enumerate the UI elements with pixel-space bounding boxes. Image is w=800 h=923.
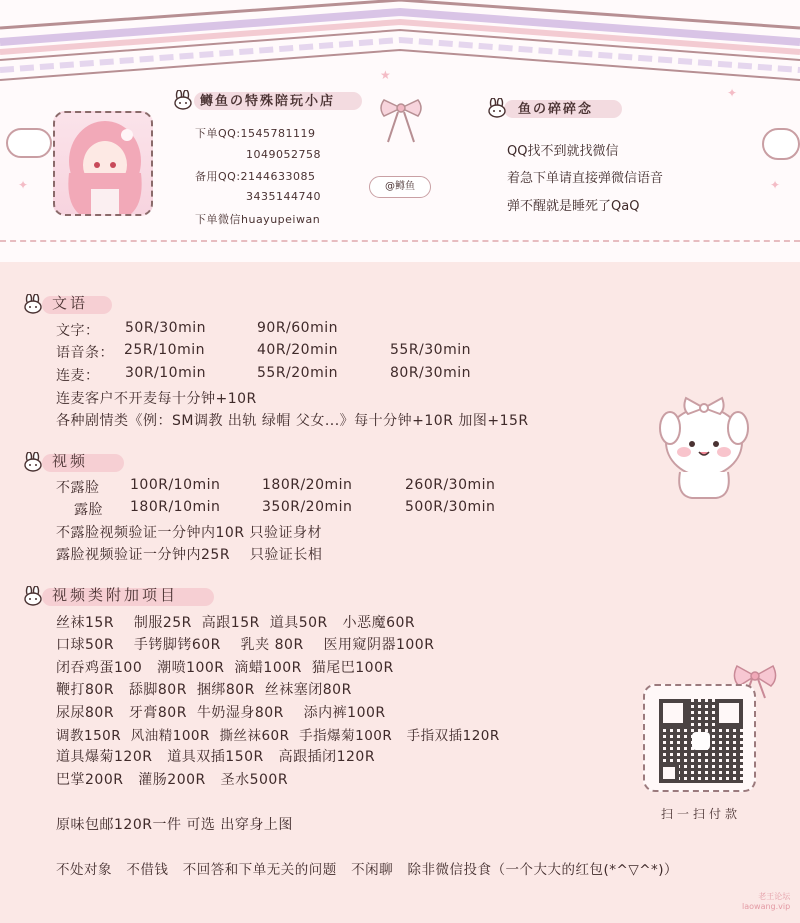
thought-line: 着急下单请直接弹微信语音: [507, 171, 664, 186]
addon-line: 巴掌200R 灌肠200R 圣水500R: [56, 772, 289, 788]
note: 露脸视频验证一分钟内25R 只验证长相: [56, 547, 323, 563]
header: [0, 0, 800, 262]
addon-line: 丝袜15R 制服25R 高跟15R 道具50R 小恶魔60R: [56, 615, 416, 631]
shop-title: [172, 90, 352, 112]
section-title-text: [22, 292, 142, 316]
price: 180R/20min: [262, 477, 353, 493]
addon-line: 口球50R 手铐脚铐60R 乳夹 80R 医用窥阴器100R: [56, 637, 435, 653]
price: 30R/10min: [125, 365, 206, 381]
price: 40R/20min: [257, 342, 338, 358]
note: 连麦客户不开麦每十分钟+10R: [56, 391, 257, 407]
price: 80R/30min: [390, 365, 471, 381]
star-icon: ✦: [770, 178, 781, 192]
note: 不露脸视频验证一分钟内10R 只验证身材: [56, 525, 322, 541]
watermark-line: 老王论坛: [758, 892, 791, 901]
shop-title-text: 鳟鱼の特殊陪玩小店: [200, 94, 336, 109]
contact-qq: 下单QQ:1545781119: [195, 127, 316, 140]
price: 55R/30min: [390, 342, 471, 358]
watermark: [742, 892, 790, 912]
price: 100R/10min: [130, 477, 221, 493]
price-label: 不露脸: [56, 480, 100, 496]
bunny-mascot-icon: [656, 384, 752, 500]
section-title-video: [22, 450, 142, 474]
thought-line: QQ找不到就找微信: [507, 144, 619, 159]
contact-wechat: 下单微信huayupeiwan: [195, 213, 321, 226]
thought-line: 弹不醒就是睡死了QaQ: [507, 199, 640, 214]
note: 各种剧情类《例：SM调教 出轨 绿帽 父女...》每十分钟+10R 加图+15R: [56, 413, 529, 429]
shipping-note: 原味包邮120R一件 可选 出穿身上图: [56, 817, 293, 833]
contact-qq-2: 1049052758: [246, 148, 321, 161]
price: 350R/20min: [262, 499, 353, 515]
addon-line: 道具爆菊120R 道具双插150R 高跟插闭120R: [56, 749, 376, 765]
rules-note: 不处对象 不借钱 不回答和下单无关的问题 不闲聊 除非微信投食（一个大大的红包(*^▽^*)）: [56, 862, 679, 878]
price: 180R/10min: [130, 499, 221, 515]
cloud-decoration: [762, 128, 800, 160]
divider: [0, 240, 800, 242]
thoughts-title-text: 鱼の碎碎念: [518, 102, 594, 117]
social-handle: @鳟鱼: [369, 176, 431, 198]
payment-qr-code[interactable]: [659, 699, 743, 783]
price-label: 语音条：: [56, 345, 114, 361]
price: 260R/30min: [405, 477, 496, 493]
addon-line: 鞭打80R 舔脚80R 捆绑80R 丝袜塞闭80R: [56, 682, 352, 698]
price: 25R/10min: [124, 342, 205, 358]
section-title-label: 视频类附加项目: [52, 586, 179, 604]
qr-label: 扫一扫付款: [660, 807, 741, 821]
addon-line: 尿尿80R 牙膏80R 牛奶湿身80R 添内裤100R: [56, 705, 386, 721]
thoughts-title: [486, 98, 646, 120]
bow-icon: [376, 98, 426, 148]
roof-decoration: [0, 0, 800, 90]
section-title-addons: [22, 584, 222, 608]
star-icon: ✦: [18, 178, 29, 192]
section-title-label: 视频: [52, 452, 89, 470]
price: 90R/60min: [257, 320, 338, 336]
price-label: 连麦：: [56, 368, 100, 384]
price: 50R/30min: [125, 320, 206, 336]
price: 500R/30min: [405, 499, 496, 515]
addon-line: 闭吞鸡蛋100 潮喷100R 滴蜡100R 猫尾巴100R: [56, 660, 394, 676]
payment-qr-card[interactable]: [643, 684, 756, 792]
star-icon: ✦: [727, 86, 738, 100]
contact-backup-qq-2: 3435144740: [246, 190, 321, 203]
section-title-label: 文语: [52, 294, 89, 312]
contact-backup-qq: 备用QQ:2144633085: [195, 170, 316, 183]
price-label: 文字：: [56, 323, 100, 339]
price-label: 露脸: [74, 502, 103, 518]
addon-line: 调教150R 风油精100R 撕丝袜60R 手指爆菊100R 手指双插120R: [56, 728, 500, 744]
price: 55R/20min: [257, 365, 338, 381]
avatar: [53, 111, 153, 216]
watermark-line: laowang.vip: [742, 902, 791, 911]
star-icon: ★: [380, 68, 391, 82]
cloud-decoration: [6, 128, 52, 158]
